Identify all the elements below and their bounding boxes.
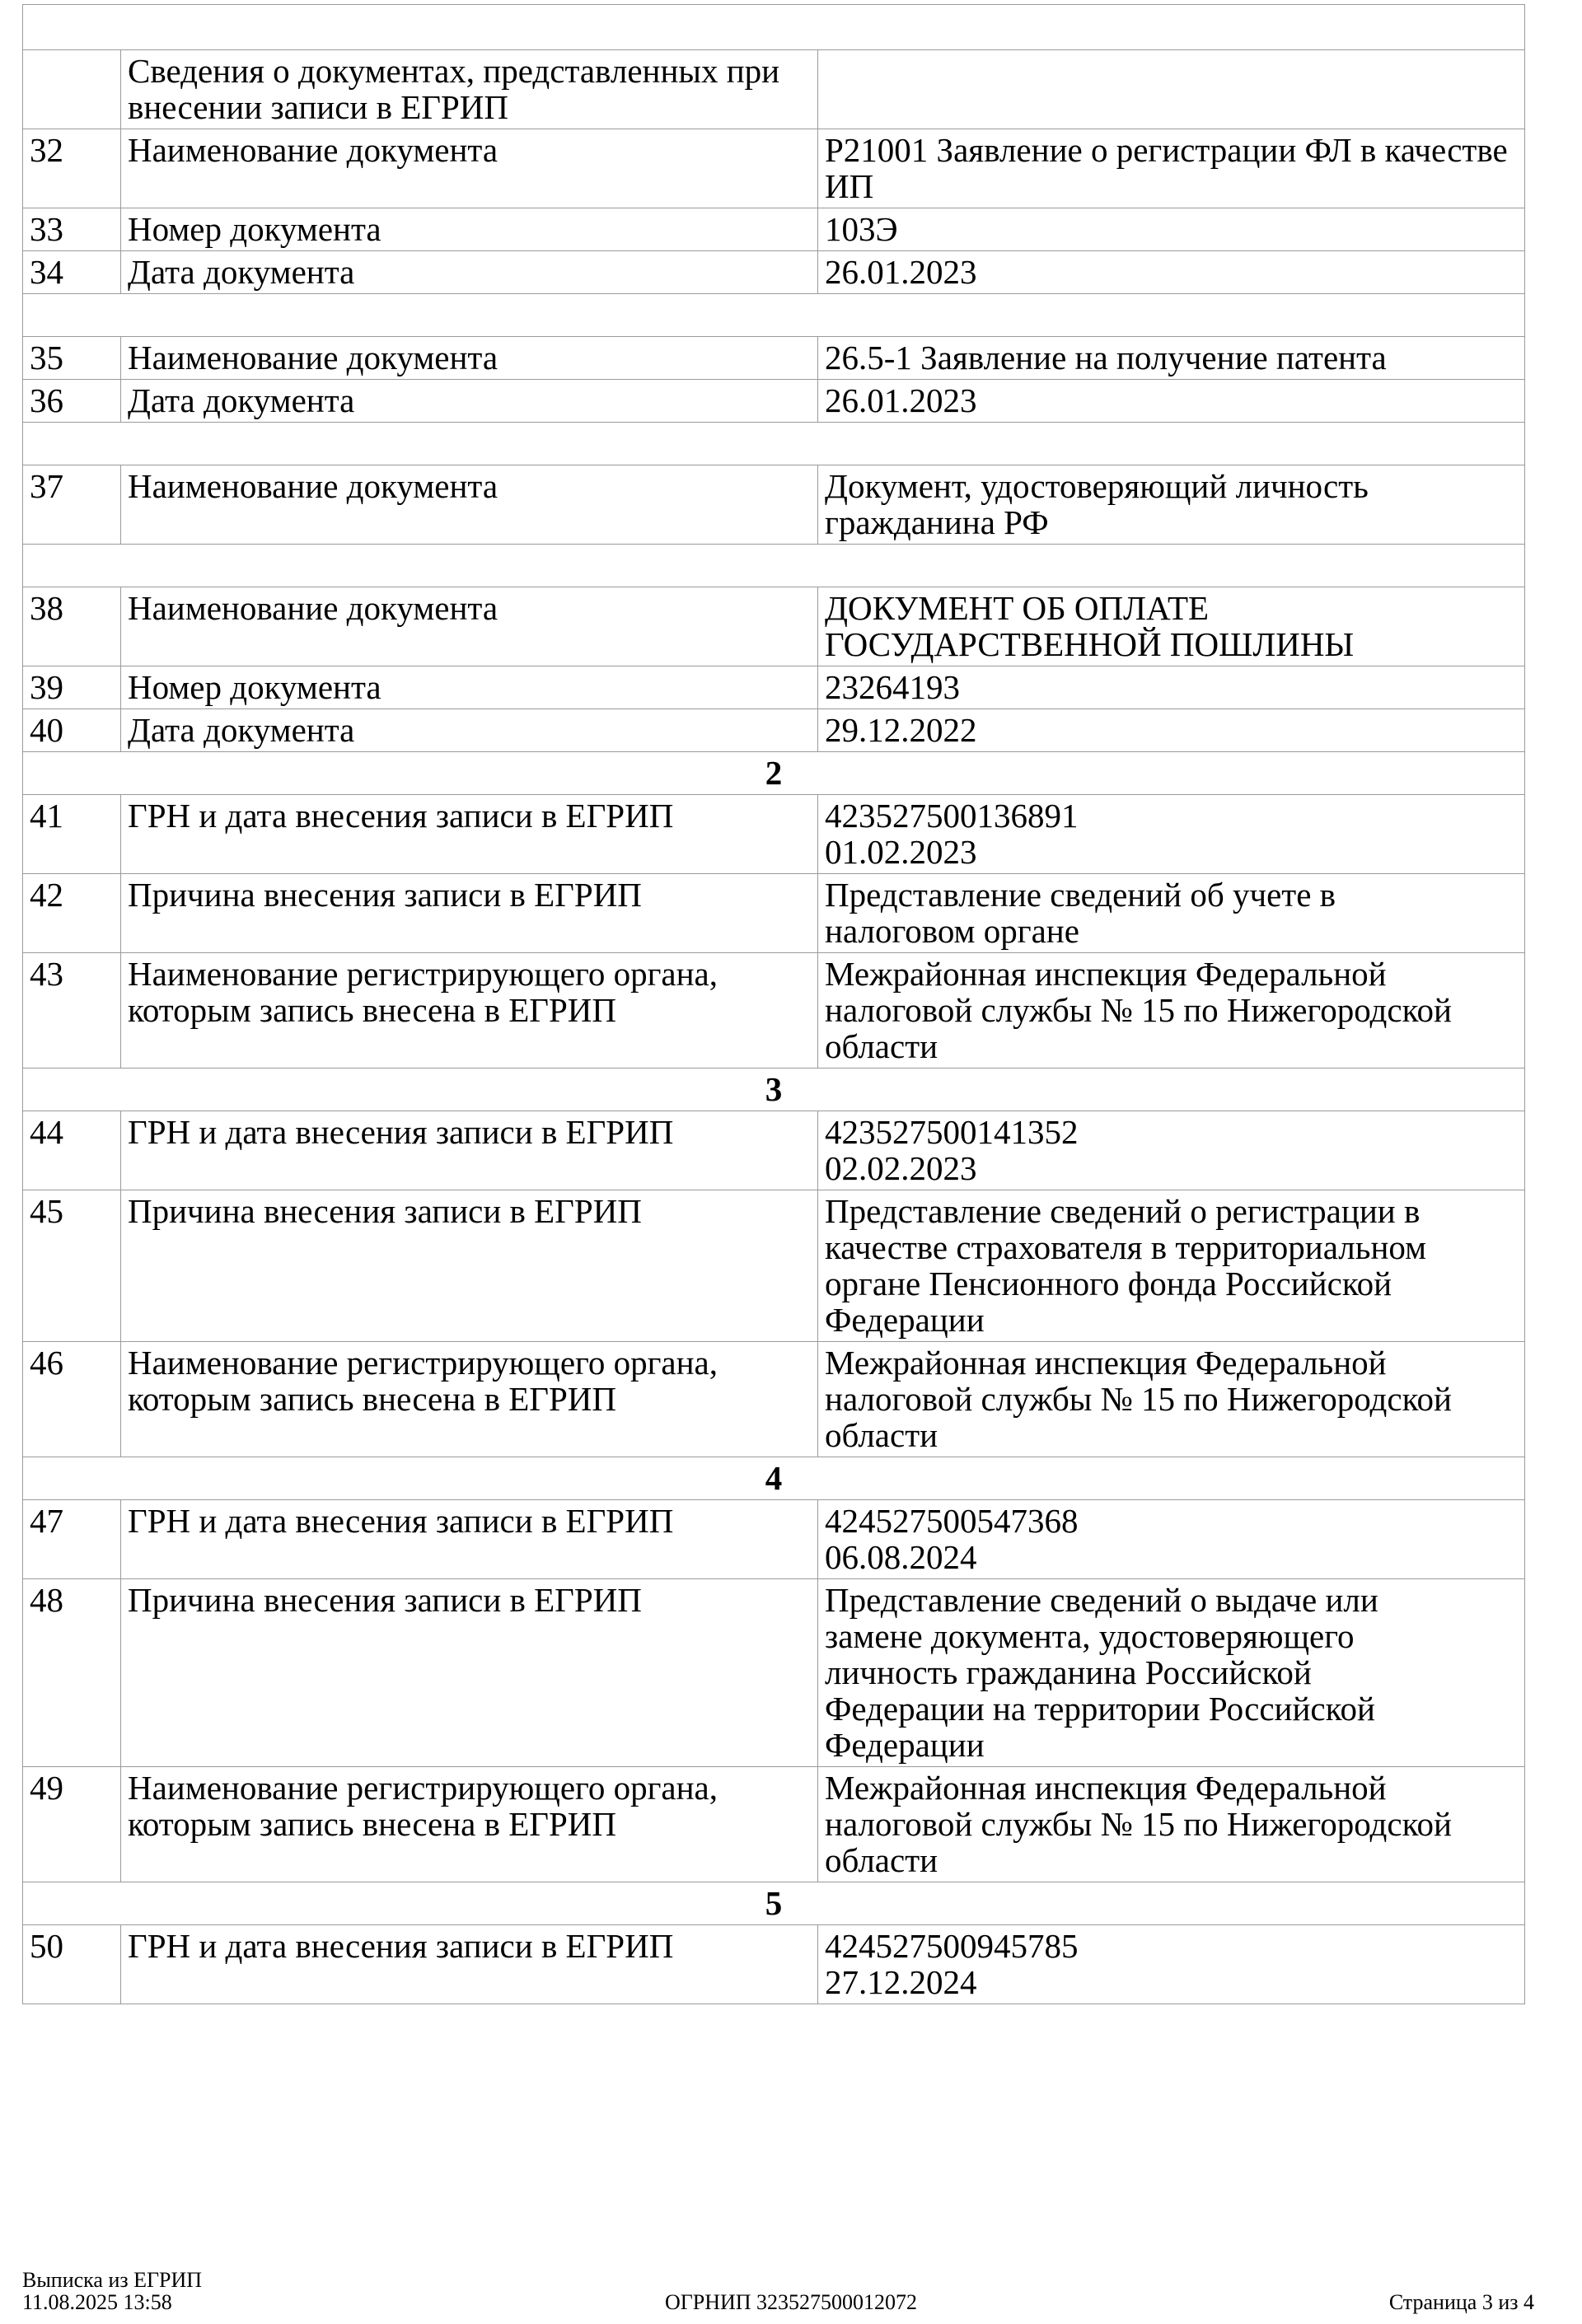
field-value: Межрайонная инспекция Федеральной налоговой службы № 15 по Нижегородской области <box>818 1767 1525 1882</box>
field-value: 424527500945785 27.12.2024 <box>818 1925 1525 2004</box>
field-name: Дата документа <box>121 251 818 294</box>
field-name: Причина внесения записи в ЕГРИП <box>121 874 818 953</box>
table-row <box>23 208 1525 251</box>
field-name: Причина внесения записи в ЕГРИП <box>121 1579 818 1767</box>
field-value: Представление сведений об учете в налоговом органе <box>818 874 1525 953</box>
section-header-row <box>23 50 1525 129</box>
row-number: 36 <box>23 380 121 423</box>
field-value: Представление сведений о выдаче или замене документа, удостоверяющего личность гражданина Российской Федерации на территории Российской Федерации <box>818 1579 1525 1767</box>
field-value: 26.01.2023 <box>818 380 1525 423</box>
field-name: Наименование документа <box>121 337 818 380</box>
section-number-row <box>23 1882 1525 1925</box>
row-number: 42 <box>23 874 121 953</box>
blank-cell <box>23 5 1525 50</box>
field-value: ДОКУМЕНТ ОБ ОПЛАТЕ ГОСУДАРСТВЕННОЙ ПОШЛИНЫ <box>818 587 1525 666</box>
field-value: 26.5-1 Заявление на получение патента <box>818 337 1525 380</box>
field-value: 26.01.2023 <box>818 251 1525 294</box>
field-name: Наименование документа <box>121 587 818 666</box>
blank-separator-row <box>23 545 1525 587</box>
field-value: Представление сведений о регистрации в качестве страхователя в территориальном органе Пенсионного фонда Российской Федерации <box>818 1190 1525 1342</box>
blank-cell <box>23 423 1525 465</box>
field-value: 423527500136891 01.02.2023 <box>818 795 1525 874</box>
row-number: 41 <box>23 795 121 874</box>
footer-ogrnip: ОГРНИП 323527500012072 <box>664 2290 918 2314</box>
field-name: ГРН и дата внесения записи в ЕГРИП <box>121 1111 818 1190</box>
field-name: Причина внесения записи в ЕГРИП <box>121 1190 818 1342</box>
section-number-row <box>23 1068 1525 1111</box>
table-row <box>23 380 1525 423</box>
table-row <box>23 795 1525 874</box>
row-number: 33 <box>23 208 121 251</box>
blank-separator-row <box>23 5 1525 50</box>
table-row <box>23 587 1525 666</box>
field-value: 29.12.2022 <box>818 709 1525 752</box>
row-number: 37 <box>23 465 121 545</box>
footer-datetime: 11.08.2025 13:58 <box>22 2290 172 2314</box>
field-value: Межрайонная инспекция Федеральной налоговой службы № 15 по Нижегородской области <box>818 953 1525 1068</box>
row-number: 47 <box>23 1500 121 1579</box>
row-number: 32 <box>23 129 121 208</box>
table-row <box>23 1190 1525 1342</box>
field-name: ГРН и дата внесения записи в ЕГРИП <box>121 1500 818 1579</box>
field-name: Дата документа <box>121 709 818 752</box>
section-number-row <box>23 1457 1525 1500</box>
row-number: 34 <box>23 251 121 294</box>
row-number: 50 <box>23 1925 121 2004</box>
blank-separator-row <box>23 423 1525 465</box>
section-header-title: Сведения о документах, представленных при внесении записи в ЕГРИП <box>121 50 818 129</box>
field-name: Наименование регистрирующего органа, которым запись внесена в ЕГРИП <box>121 1767 818 1882</box>
row-number: 39 <box>23 666 121 709</box>
table-row <box>23 709 1525 752</box>
field-value: 23264193 <box>818 666 1525 709</box>
table-row <box>23 874 1525 953</box>
table-row <box>23 1111 1525 1190</box>
row-number <box>23 50 121 129</box>
table-row <box>23 1925 1525 2004</box>
field-value: Р21001 Заявление о регистрации ФЛ в качестве ИП <box>818 129 1525 208</box>
row-number: 49 <box>23 1767 121 1882</box>
field-name: Номер документа <box>121 666 818 709</box>
field-name: Дата документа <box>121 380 818 423</box>
row-number: 48 <box>23 1579 121 1767</box>
table-row <box>23 953 1525 1068</box>
field-value: Межрайонная инспекция Федеральной налоговой службы № 15 по Нижегородской области <box>818 1342 1525 1457</box>
table-row <box>23 337 1525 380</box>
section-number-row <box>23 752 1525 795</box>
field-name: Номер документа <box>121 208 818 251</box>
field-value: 424527500547368 06.08.2024 <box>818 1500 1525 1579</box>
table-row <box>23 129 1525 208</box>
section-number: 5 <box>23 1882 1525 1925</box>
section-number: 4 <box>23 1457 1525 1500</box>
field-name: Наименование регистрирующего органа, которым запись внесена в ЕГРИП <box>121 1342 818 1457</box>
field-name: ГРН и дата внесения записи в ЕГРИП <box>121 1925 818 2004</box>
footer-page-number: Страница 3 из 4 <box>1388 2290 1534 2314</box>
row-number: 38 <box>23 587 121 666</box>
egrip-extract-table <box>22 4 1525 2004</box>
table-row <box>23 1342 1525 1457</box>
field-name: ГРН и дата внесения записи в ЕГРИП <box>121 795 818 874</box>
row-number: 40 <box>23 709 121 752</box>
field-name: Наименование документа <box>121 465 818 545</box>
table-row <box>23 666 1525 709</box>
table-row <box>23 1500 1525 1579</box>
table-row <box>23 251 1525 294</box>
field-name: Наименование документа <box>121 129 818 208</box>
field-name: Наименование регистрирующего органа, которым запись внесена в ЕГРИП <box>121 953 818 1068</box>
blank-separator-row <box>23 294 1525 337</box>
section-number: 2 <box>23 752 1525 795</box>
row-number: 44 <box>23 1111 121 1190</box>
field-value: 103Э <box>818 208 1525 251</box>
row-number: 43 <box>23 953 121 1068</box>
table-row <box>23 465 1525 545</box>
table-row <box>23 1767 1525 1882</box>
blank-cell <box>23 294 1525 337</box>
table-row <box>23 1579 1525 1767</box>
blank-cell <box>23 545 1525 587</box>
section-number: 3 <box>23 1068 1525 1111</box>
row-number: 45 <box>23 1190 121 1342</box>
section-header-value <box>818 50 1525 129</box>
field-value: 423527500141352 02.02.2023 <box>818 1111 1525 1190</box>
field-value: Документ, удостоверяющий личность гражданина РФ <box>818 465 1525 545</box>
footer-doc-title: Выписка из ЕГРИП <box>22 2268 203 2292</box>
row-number: 35 <box>23 337 121 380</box>
row-number: 46 <box>23 1342 121 1457</box>
